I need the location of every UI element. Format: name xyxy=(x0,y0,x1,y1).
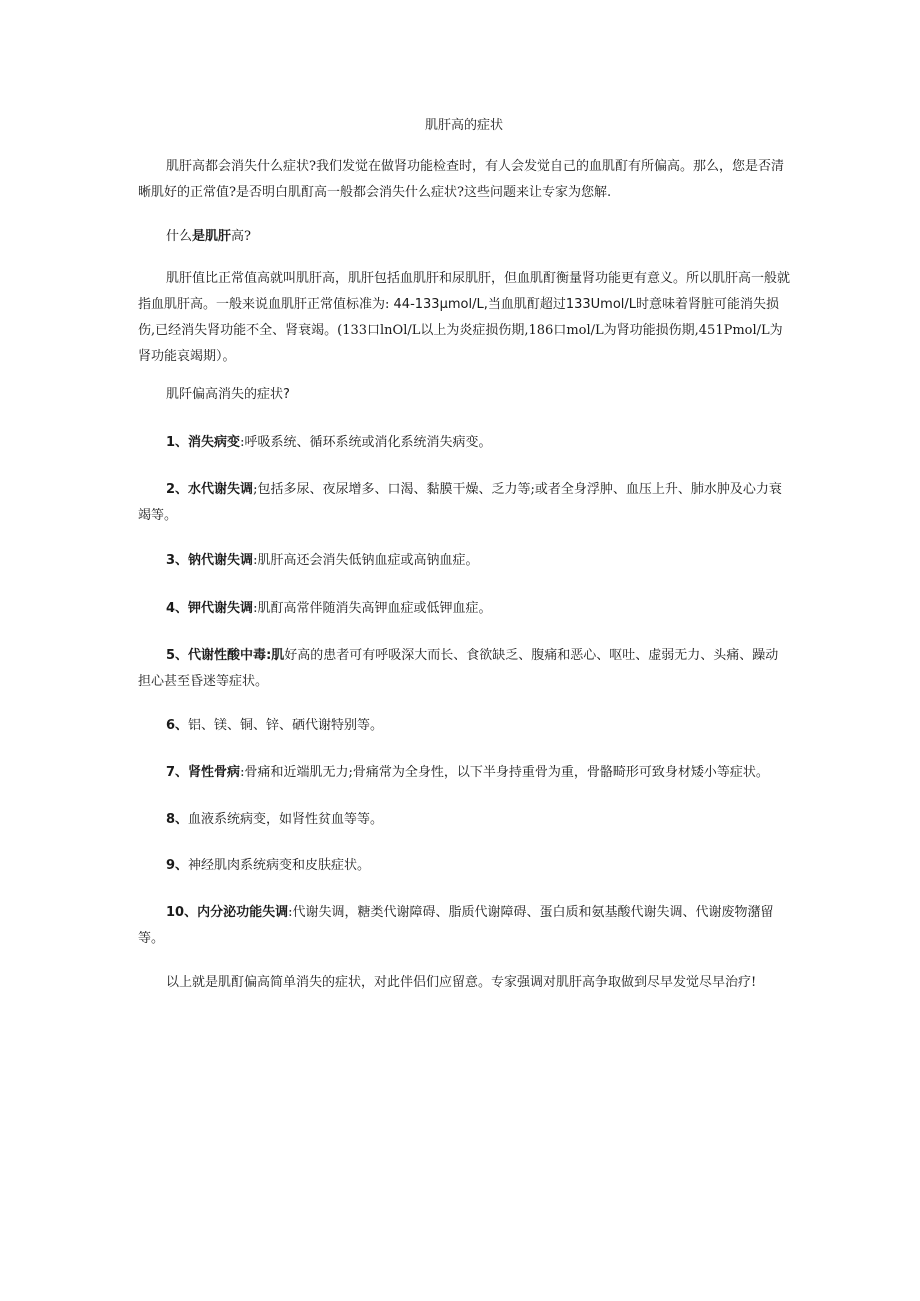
intro-paragraph: 肌肝高都会消失什么症状?我们发觉在做肾功能检查时，有人会发觉自己的血肌酊有所偏高。那么，您是否清晰肌好的正常值?是否明白肌酊高一般都会消失什么症状?这些问题来让专家为您解. xyxy=(138,159,784,200)
list-item-label: 消失病变 xyxy=(188,435,241,450)
list-item-2 xyxy=(138,477,790,529)
list-item-number: 4、 xyxy=(166,601,189,616)
question-what-is-bold: 是肌肝 xyxy=(192,229,232,244)
list-item-1 xyxy=(138,430,790,456)
question-what-is-prefix: 什么 xyxy=(166,229,193,244)
list-item-text: 包括多尿、夜尿增多、口渴、黏膜干燥、乏力等;或者全身浮肿、血压上升、肺水肿及心力衰竭等。 xyxy=(138,482,782,523)
list-item-label: 内分泌功能失调 xyxy=(197,905,289,920)
list-item-number: 1、 xyxy=(166,435,189,450)
definition-text-a: 肌肝值比正常值高就叫肌肝高，肌肝包括血肌肝和尿肌肝，但血肌酊衡量肾功能更有意义。所以肌肝高一般就指血肌肝高。一般来说血肌肝正常值标准为: xyxy=(138,271,791,312)
list-item-text: 骨痛和近端肌无力;骨痛常为全身性，以下半身持重骨为重，骨骼畸形可致身材矮小等症状。 xyxy=(244,765,769,780)
list-item-text: 代谢失调，糖类代谢障碍、脂质代谢障碍、蛋白质和氨基酸代谢失调、代谢废物潴留等。 xyxy=(138,905,774,946)
list-item-number: 5、 xyxy=(166,648,189,663)
list-item-label: 肾性骨病 xyxy=(188,765,241,780)
list-item-number: 7、 xyxy=(166,765,189,780)
definition-text-c: 时意味着肾脏可能消失损伤,已经消失肾功能不全、肾衰竭。(133口lnOl/L以上为炎症损伤期,186口mol/L为肾功能损伤期,451Pmol/L为肾功能哀竭期）。 xyxy=(138,297,783,364)
list-item-text: 铝、镁、铜、锌、硒代谢特别等。 xyxy=(188,718,384,733)
list-item-number: 8、 xyxy=(166,812,189,827)
list-item-6 xyxy=(138,713,790,739)
list-item-9 xyxy=(138,853,790,879)
list-item-label: 水代谢失调 xyxy=(188,482,254,497)
question-what-is xyxy=(138,224,790,250)
list-item-separator: : xyxy=(240,765,245,780)
list-item-7 xyxy=(138,760,790,786)
definition-threshold: 133Umol/L xyxy=(565,297,637,312)
definition-paragraph xyxy=(138,266,790,370)
list-item-separator: :肌 xyxy=(266,648,285,663)
document-title: 肌肝高的症状 xyxy=(424,118,503,133)
list-item-label: 钠代谢失调 xyxy=(188,553,254,568)
definition-normal-range: 44-133μmol/L, xyxy=(389,297,488,312)
question-symptoms: 肌阡偏高消失的症状? xyxy=(166,387,290,402)
list-item-separator: : xyxy=(288,905,293,920)
list-item-text: 神经肌肉系统病变和皮肤症状。 xyxy=(188,858,371,873)
list-item-separator: ; xyxy=(253,482,258,497)
list-item-3 xyxy=(138,548,790,574)
list-item-10 xyxy=(138,900,790,952)
list-item-8 xyxy=(138,807,790,833)
list-item-separator: : xyxy=(253,601,258,616)
list-item-4 xyxy=(138,596,790,622)
list-item-separator: : xyxy=(253,553,258,568)
list-item-label: 钾代谢失调 xyxy=(188,601,254,616)
list-item-text: 呼吸系统、循环系统或消化系统消失病变。 xyxy=(244,435,492,450)
list-item-number: 9、 xyxy=(166,858,189,873)
question-what-is-suffix: 高? xyxy=(231,229,252,244)
list-item-text: 好高的患者可有呼吸深大而长、食欲缺乏、腹痛和恶心、呕吐、虚弱无力、头痛、躁动担心甚至昏迷等症状。 xyxy=(138,648,779,689)
conclusion-paragraph: 以上就是肌酊偏高简单消失的症状，对此伴侣们应留意。专家强调对肌肝高争取做到尽早发觉尽早治疗! xyxy=(166,975,757,990)
definition-text-b: 当血肌酊超过 xyxy=(487,297,566,312)
list-item-separator: : xyxy=(240,435,245,450)
list-item-text: 血液系统病变，如肾性贫血等等。 xyxy=(188,812,384,827)
list-item-label: 代谢性酸中毒 xyxy=(188,648,267,663)
list-item-5 xyxy=(138,643,790,695)
list-item-number: 3、 xyxy=(166,553,189,568)
list-item-text: 肌肝高还会消失低钠血症或高钠血症。 xyxy=(257,553,479,568)
list-item-text: 肌酊高常伴随消失高钾血症或低钾血症。 xyxy=(257,601,492,616)
list-item-number: 10、 xyxy=(166,905,198,920)
list-item-number: 6、 xyxy=(166,718,189,733)
list-item-number: 2、 xyxy=(166,482,189,497)
